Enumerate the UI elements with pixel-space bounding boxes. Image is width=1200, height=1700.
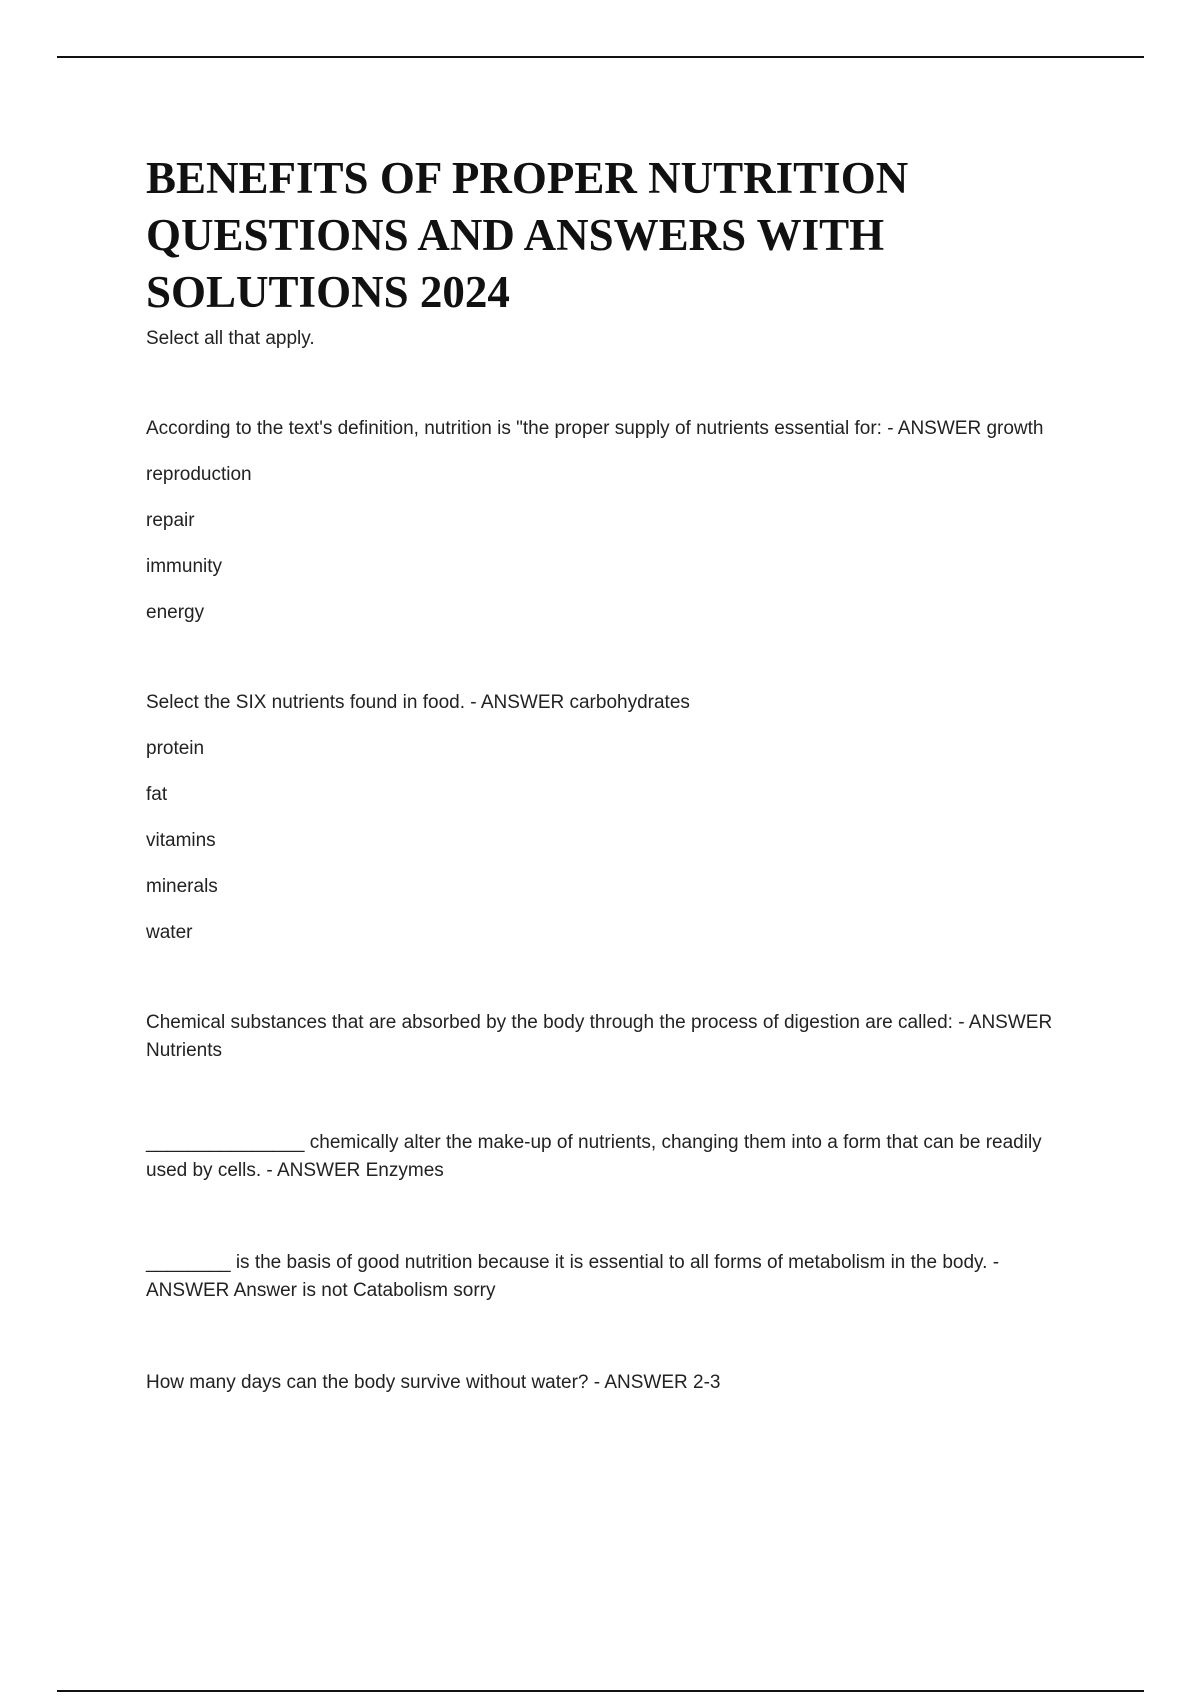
question-text: Chemical substances that are absorbed by the body through the process of digestion are called: - ANSWER Nutrients — [146, 1012, 1053, 1061]
document-body — [146, 150, 1066, 1397]
question-text: _______________ chemically alter the make-up of nutrients, changing them into a form that can be readily used by cells. - ANSWER Enzymes — [146, 1132, 1042, 1181]
answer-list — [146, 461, 1066, 627]
footer-rule — [57, 1690, 1144, 1692]
answer-line: energy — [146, 602, 205, 623]
answer-line: water — [146, 922, 193, 943]
answer-list — [146, 735, 1066, 947]
question-text: ________ is the basis of good nutrition because it is essential to all forms of metabolism in the body. - ANSWER Answer is not Catabolism sorry — [146, 1252, 1000, 1301]
header-rule — [57, 56, 1144, 58]
question-text: According to the text's definition, nutrition is "the proper supply of nutrients essential for: - ANSWER growth — [146, 418, 1044, 439]
qa-item — [146, 415, 1066, 627]
qa-item — [146, 1129, 1066, 1185]
question-text: Select the SIX nutrients found in food. - ANSWER carbohydrates — [146, 692, 690, 713]
qa-item — [146, 1369, 1066, 1397]
document-title — [146, 150, 1066, 321]
title-line: QUESTIONS AND ANSWERS WITH — [146, 210, 885, 260]
title-line: SOLUTIONS 2024 — [146, 267, 510, 317]
answer-line: minerals — [146, 876, 218, 897]
answer-line: vitamins — [146, 830, 216, 851]
qa-item — [146, 1249, 1066, 1305]
answer-line: reproduction — [146, 464, 252, 485]
intro-text: Select all that apply. — [146, 328, 315, 349]
qa-item — [146, 689, 1066, 947]
answer-line: immunity — [146, 556, 223, 577]
answer-line: repair — [146, 510, 195, 531]
answer-line: fat — [146, 784, 168, 805]
answer-line: protein — [146, 738, 205, 759]
qa-item — [146, 1009, 1066, 1065]
question-text: How many days can the body survive without water? - ANSWER 2-3 — [146, 1372, 721, 1393]
title-line: BENEFITS OF PROPER NUTRITION — [146, 153, 909, 203]
